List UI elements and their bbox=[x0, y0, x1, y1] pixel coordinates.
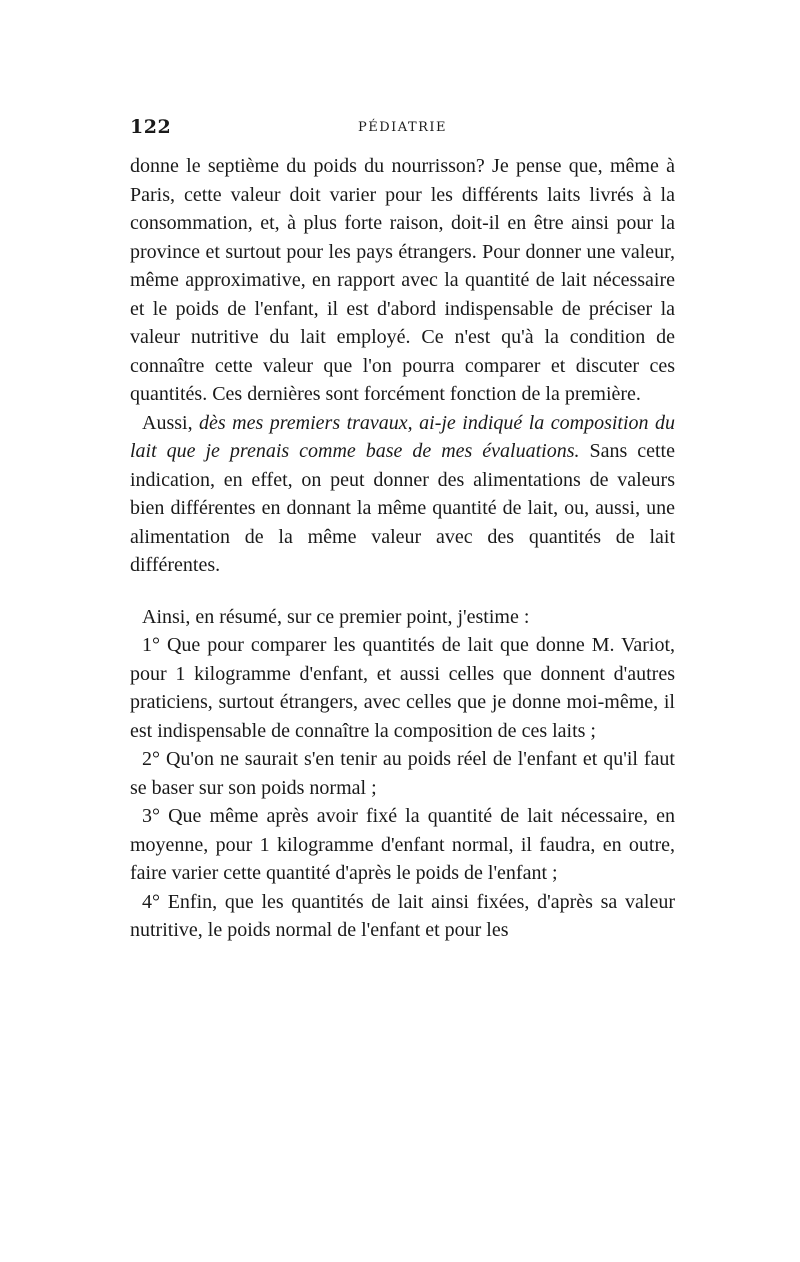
list-item-3: 3° Que même après avoir fixé la quantité de lait nécessaire, en moyenne, pour 1 kilogramme d'enfant normal, il faudra, en outre, faire varier cette quantité d'après le poids de l'enfant ; bbox=[130, 805, 675, 884]
paragraph-2-lead: Aussi, bbox=[142, 411, 200, 434]
list-item-1: 1° Que pour comparer les quantités de lait que donne M. Variot, pour 1 kilogramme d'enfant, et aussi celles que donnent d'autres praticiens, surtout étrangers, avec celles que je donne moi-même, il est indispensable de connaître la composition de ces laits ; bbox=[130, 634, 675, 742]
paragraph-3: Ainsi, en résumé, sur ce premier point, j'estime : bbox=[142, 605, 530, 628]
page-header bbox=[130, 116, 675, 140]
paragraph-2-italic: dès mes premiers travaux, ai-je indiqué la composition du lait que je prenais comme base de mes évaluations. bbox=[130, 411, 675, 462]
list-item-4: 4° Enfin, que les quantités de lait ainsi fixées, d'après sa valeur nutritive, le poids normal de l'enfant et pour les bbox=[130, 890, 675, 941]
page-number: 122 bbox=[130, 116, 172, 138]
running-title: PÉDIATRIE bbox=[357, 120, 448, 135]
body-text bbox=[130, 152, 675, 945]
paragraph-2-rest: Sans cette indication, en effet, on peut donner des alimentations de valeurs bien différentes en donnant la même quantité de lait, ou, aussi, une alimentation de la même valeur avec des quantités de lait différentes. bbox=[130, 440, 675, 576]
paragraph-1: donne le septième du poids du nourrisson? Je pense que, même à Paris, cette valeur doit varier pour les différents laits livrés à la consommation, et, à plus forte raison, doit-il en être ainsi pour la province et surtout pour les pays étrangers. Pour donner une valeur, même approximative, en rapport avec la quantité de lait nécessaire et le poids de l'enfant, il est d'abord indispensable de préciser la valeur nutritive du lait employé. Ce n'est qu'à la condition de connaître cette valeur que l'on pourra comparer et discuter ces quantités. Ces dernières sont forcément fonction de la première. bbox=[130, 155, 675, 405]
list-item-2: 2° Qu'on ne saurait s'en tenir au poids réel de l'enfant et qu'il faut se baser sur son poids normal ; bbox=[130, 748, 675, 799]
paragraph-2 bbox=[130, 409, 675, 580]
